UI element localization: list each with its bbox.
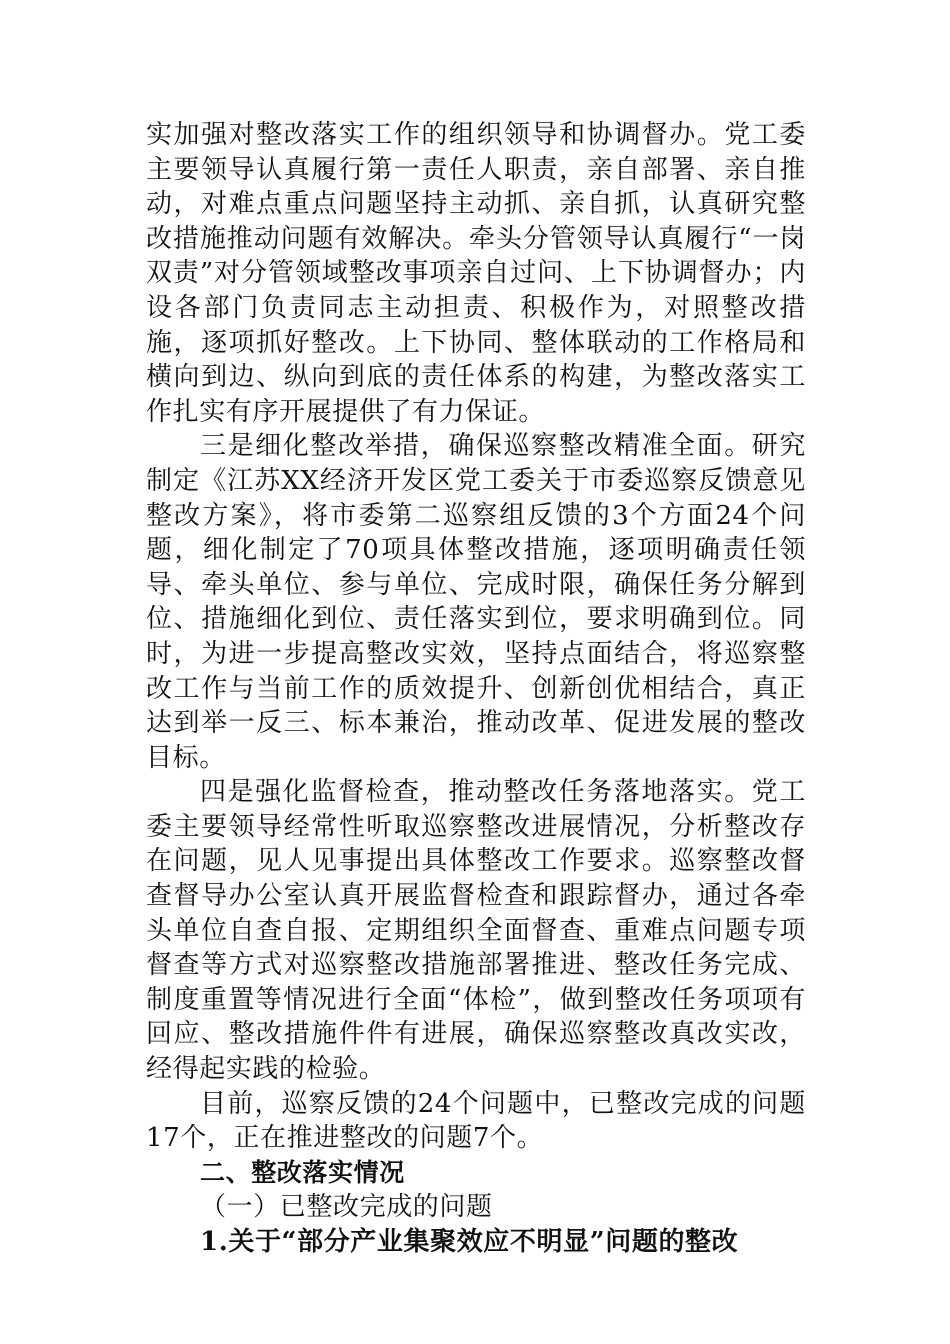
paragraph-progress-summary: 目前，巡察反馈的24个问题中，已整改完成的问题17个，正在推进整改的问题7个。: [146, 1088, 806, 1154]
section-heading: 二、整改落实情况: [200, 1157, 405, 1187]
paragraph-supervision: 四是强化监督检查，推动整改任务落地落实。党工委主要领导经常性听取巡察整改进展情况，分析整改存在问题，见人见事提出具体整改工作要求。巡察整改督查督导办公室认真开展监督检查和跟踪督办，通过各牵头单位自查自报、定期组织全面督查、重难点问题专项督查等方式对巡察整改措施部署推进、整改任务完成、制度重置等情况进行全面“体检”，做到整改任务项项有回应、整改措施件件有进展，确保巡察整改真改实改，经得起实践的检验。: [146, 777, 806, 1085]
paragraph-refine-measures: 三是细化整改举措，确保巡察整改精准全面。研究制定《江苏XX经济开发区党工委关于市委巡察反馈意见整改方案》，将市委第二巡察组反馈的3个方面24个问题，细化制定了70项具体整改措施，逐项明确责任领导、牵头单位、参与单位、完成时限，确保任务分解到位、措施细化到位、责任落实到位，要求明确到位。同时，为进一步提高整改实效，坚持点面结合，将巡察整改工作与当前工作的质效提升、创新创优相结合，真正达到举一反三、标本兼治，推动改革、促进发展的整改目标。: [146, 431, 806, 773]
item-heading: 1.关于“部分产业集聚效应不明显”问题的整改: [200, 1227, 739, 1257]
subsection-heading: （一）已整改完成的问题: [200, 1192, 493, 1223]
paragraph-continuation: 实加强对整改落实工作的组织领导和协调督办。党工委主要领导认真履行第一责任人职责，亲自部署、亲自推动，对难点重点问题坚持主动抓、亲自抓，认真研究整改措施推动问题有效解决。牵头分管领导认真履行“一岗双责”对分管领域整改事项亲自过问、上下协调督办；内设各部门负责同志主动担责、积极作为，对照整改措施，逐项抓好整改。上下协同、整体联动的工作格局和横向到边、纵向到底的责任体系的构建，为整改落实工作扎实有序开展提供了有力保证。: [146, 120, 806, 427]
document-body: [146, 118, 806, 1260]
